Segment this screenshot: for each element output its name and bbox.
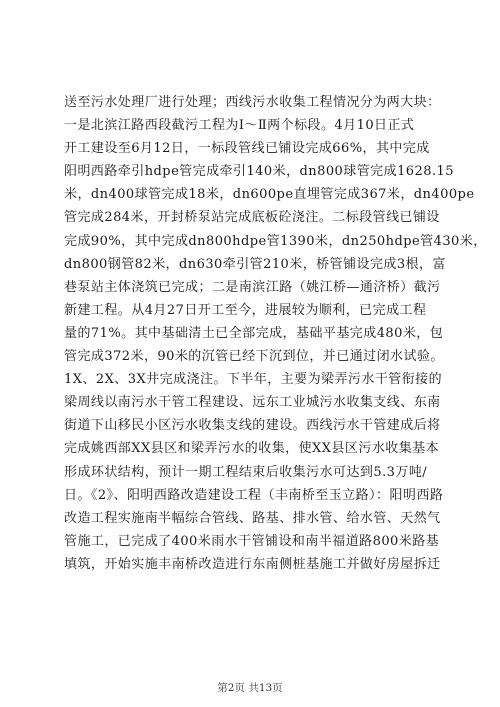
text-line: 梁周线以南污水干管工程建设、远东工业城污水收集支线、东南 [64,395,441,411]
page-number-label: 第2页 共13页 [217,682,283,694]
text-line: 街道下山移民小区污水收集支线的建设。西线污水干管建成后将 [64,418,441,434]
text-line: 米，dn400球管完成18米，dn600pe直埋管完成367米，dn400pe [64,187,475,203]
text-line: 新建工程。从4月27日开工至今，进展较为顺利，已完成工程 [64,302,427,318]
text-line: 管施工，已完成了400米雨水干管铺设和南半福道路800米路基 [64,533,440,549]
text-line: dn800钢管82米，dn630牵引管210米，桥管铺设完成3根，富 [64,256,446,272]
text-line: 开工建设至6月12日，一标段管线已铺设完成66%，其中完成 [64,141,430,157]
text-line: 完成姚西部XX县区和梁弄污水的收集，使XX县区污水收集基本 [64,441,440,457]
text-line: 管完成284米，开封桥泵站完成底板砼浇注。二标段管线已铺设 [64,210,440,226]
text-line: 改造工程实施南半幅综合管线、路基、排水管、给水管、天然气 [64,510,441,526]
text-line: 形成环状结构，预计一期工程结束后收集污水可达到5.3万吨/ [64,464,428,480]
text-line: 1X、2X、3X井完成浇注。下半年，主要为梁弄污水干管衔接的 [64,372,443,388]
text-line: 阳明西路牵引hdpe管完成牵引140米，dn800球管完成1628.15 [64,164,454,180]
text-line: 管完成372米，90米的沉管已经下沉到位，并已通过闭水试验。 [64,349,444,365]
page-footer [0,680,500,695]
text-line: 送至污水处理厂进行处理；西线污水收集工程情况分为两大块： [64,95,441,110]
text-line: 巷泵站主体浇筑已完成；二是南滨江路（姚江桥—通济桥）截污 [64,279,441,295]
text-line: 量的71%。其中基础清土已全部完成，基础平基完成480米，包 [64,325,444,341]
text-line: 一是北滨江路西段截污工程为Ⅰ～Ⅱ两个标段。4月10日正式 [64,118,415,134]
body-text [64,91,487,576]
text-line: 完成90%，其中完成dn800hdpe管1390米，dn250hdpe管430米， [64,233,487,249]
text-line: 日。《2》、阳明西路改造建设工程（丰南桥至玉立路）：阳明西路 [64,487,444,503]
text-line: 填筑，开始实施丰南桥改造进行东南侧桩基施工并做好房屋拆迁 [64,556,441,572]
